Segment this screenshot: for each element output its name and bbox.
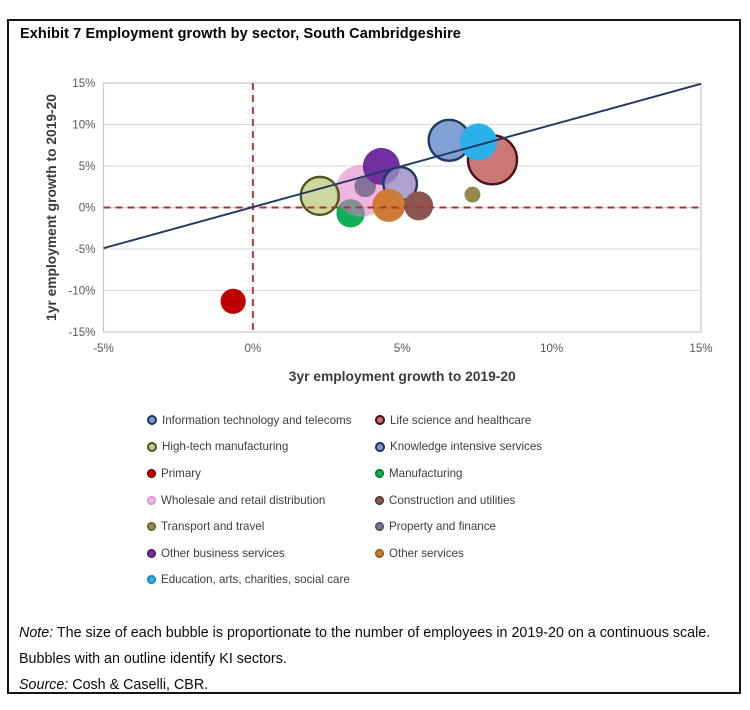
bubble-primary: [221, 289, 246, 314]
legend-item-construction-utilities: Construction and utilities: [375, 494, 625, 507]
figure-notes: [19, 620, 727, 698]
legend-item-transport-travel: Transport and travel: [147, 520, 375, 533]
legend-item-primary: Primary: [147, 467, 375, 480]
x-tick-label: 5%: [393, 342, 411, 355]
exhibit-title: Exhibit 7 Employment growth by sector, South Cambridgeshire: [20, 26, 461, 42]
legend-marker-icon: [375, 496, 384, 505]
x-tick-label: 15%: [689, 342, 713, 355]
legend-marker-icon: [147, 442, 157, 452]
legend-marker-icon: [375, 415, 385, 425]
y-axis-title: 1yr employment growth to 2019-20: [44, 94, 59, 321]
legend-item-high-tech-manufacturing: High-tech manufacturing: [147, 440, 375, 453]
legend-marker-icon: [375, 442, 385, 452]
legend-item-education-arts: Education, arts, charities, social care: [147, 573, 375, 586]
source-text: Source: Cosh & Caselli, CBR.: [19, 677, 209, 693]
chart-legend: [147, 407, 625, 593]
legend-item-manufacturing: Manufacturing: [375, 467, 625, 480]
bubble-other-services: [372, 189, 405, 222]
legend-item-knowledge-intensive-services: Knowledge intensive services: [375, 440, 625, 453]
legend-marker-icon: [147, 575, 156, 584]
legend-marker-icon: [375, 469, 384, 478]
legend-item-other-business-services: Other business services: [147, 547, 375, 560]
x-tick-label: -5%: [93, 342, 114, 355]
y-tick-label: 10%: [72, 118, 96, 132]
y-tick-label: 5%: [78, 160, 96, 173]
y-tick-label: -10%: [68, 284, 96, 298]
y-tick-label: 0%: [78, 201, 96, 215]
y-tick-label: 15%: [72, 77, 96, 90]
legend-marker-icon: [375, 549, 384, 558]
bubble-construction-and-utilities: [404, 191, 433, 220]
x-tick-label: 0%: [244, 342, 262, 355]
bubble-high-tech-manufacturing: [301, 177, 339, 215]
source-label: Source:: [19, 677, 69, 693]
legend-item-property-finance: Property and finance: [375, 520, 625, 533]
legend-marker-icon: [147, 549, 156, 558]
legend-item-life-science: Life science and healthcare: [375, 414, 625, 427]
legend-item-wholesale-retail: Wholesale and retail distribution: [147, 494, 375, 507]
legend-marker-icon: [147, 496, 156, 505]
x-axis-title: 3yr employment growth to 2019-20: [288, 369, 516, 384]
legend-marker-icon: [147, 415, 157, 425]
note-label: Note:: [19, 625, 54, 641]
legend-item-information-technology: Information technology and telecoms: [147, 414, 375, 427]
legend-item-other-services: Other services: [375, 547, 625, 560]
legend-marker-icon: [147, 522, 156, 531]
legend-marker-icon: [375, 522, 384, 531]
legend-marker-icon: [147, 469, 156, 478]
y-tick-label: -5%: [74, 243, 96, 256]
y-tick-label: -15%: [68, 326, 96, 339]
note-text: Note: The size of each bubble is proportionate to the number of employees in 2019-20 on a continuous scale. Bubbles with an outline identify KI sectors.: [19, 625, 711, 667]
x-tick-label: 10%: [540, 342, 564, 355]
bubble-transport-and-travel: [464, 187, 480, 203]
